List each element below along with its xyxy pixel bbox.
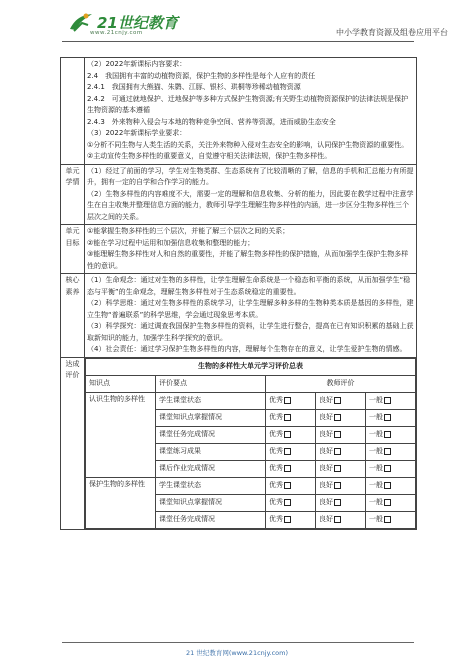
evaluation-point: 学生课堂状态 xyxy=(156,392,266,409)
rating-label: 良好 xyxy=(319,396,333,404)
knowledge-point: 认识生物的多样性 xyxy=(86,392,156,477)
evaluation-point: 课堂任务完成情况 xyxy=(156,511,266,528)
core-literacy-cell xyxy=(85,274,417,358)
rating-good-option[interactable] xyxy=(316,511,366,528)
rating-good-option[interactable] xyxy=(316,494,366,511)
rating-label: 一般 xyxy=(369,498,383,506)
evaluation-table xyxy=(85,358,416,529)
rating-label: 优秀 xyxy=(269,396,283,404)
checkbox-icon[interactable] xyxy=(284,431,291,438)
rating-average-option[interactable] xyxy=(366,494,416,511)
footer-text[interactable]: 21 世纪教育网(www.21cnjy.com) xyxy=(186,649,288,657)
rating-label: 优秀 xyxy=(269,498,283,506)
rating-good-option[interactable] xyxy=(316,409,366,426)
content-line: （2）2022年新课标内容要求： xyxy=(87,60,187,68)
rating-label: 优秀 xyxy=(269,515,283,523)
unit-goal-item: ①能掌握生物多样性的三个层次，并能了解三个层次之间的关系； xyxy=(87,227,290,235)
unit-goal-item: ③能理解生物多样性对人和自然的重要性，并能了解生物多样性的保护措施，从而加强学生保护生物多样性的意识。 xyxy=(87,250,409,270)
content-line: 2.4.3 外来物种入侵会与本地的物种竞争空间、营养等资源，进而威胁生态安全 xyxy=(87,117,336,126)
rating-label: 良好 xyxy=(319,481,333,489)
checkbox-icon[interactable] xyxy=(334,516,341,523)
rating-label: 良好 xyxy=(319,464,333,472)
checkbox-icon[interactable] xyxy=(334,499,341,506)
content-requirements-cell xyxy=(85,58,417,165)
content-line: （3）2022年新课标学业要求： xyxy=(87,129,187,137)
content-line: ②主动宣传生物多样性的重要意义，自觉遵守相关法律法规，保护生物多样性。 xyxy=(87,152,332,160)
rating-label: 良好 xyxy=(319,413,333,421)
learning-situation-paragraph: （1）经过了前面的学习，学生对生物类群、生态系统有了比较清晰的了解，信息的手机和汇总能力有所提升，拥有一定的自学和合作学习的能力。 xyxy=(87,166,414,186)
evaluation-point: 课堂任务完成情况 xyxy=(156,426,266,443)
learning-situation-cell xyxy=(85,164,417,225)
rating-label: 一般 xyxy=(369,481,383,489)
evaluation-cell xyxy=(85,357,417,529)
checkbox-icon[interactable] xyxy=(384,414,391,421)
rating-average-option[interactable] xyxy=(366,409,416,426)
rating-average-option[interactable] xyxy=(366,511,416,528)
core-literacy-paragraph: （4）社会责任：通过学习保护生物多样性的内容，理解每个生物存在的意义，让学生爱护生物的情感。 xyxy=(87,345,407,353)
content-line: 2.4 我国拥有丰富的动植物资源，保护生物的多样性是每个人应有的责任 xyxy=(87,71,316,80)
rating-label: 良好 xyxy=(319,430,333,438)
checkbox-icon[interactable] xyxy=(284,465,291,472)
header-points: 评价要点 xyxy=(156,375,266,392)
rating-label: 一般 xyxy=(369,413,383,421)
core-literacy-paragraph: （1）生命观念：通过对生物的多样性，让学生理解生命系统是一个稳态和平衡的系统，从而加强学生“稳态与平衡”的生命观念，理解生物多样性对于生态系统稳定的重要性。 xyxy=(87,276,411,296)
checkbox-icon[interactable] xyxy=(384,431,391,438)
checkbox-icon[interactable] xyxy=(284,499,291,506)
checkbox-icon[interactable] xyxy=(384,448,391,455)
rating-label: 优秀 xyxy=(269,430,283,438)
page-header xyxy=(0,0,474,46)
learning-situation-paragraph: （2）生物多样性的内容难度不大，需要一定的理解和信息收集、分析的能力，因此要在教学过程中注意学生在自主收集并整理信息方面的能力，教师引导学生理解生物多样性的内涵，进一步区分生物多样性三个层次之间的关系。 xyxy=(87,189,414,221)
rating-label: 优秀 xyxy=(269,447,283,455)
rating-good-option[interactable] xyxy=(316,426,366,443)
rating-good-option[interactable] xyxy=(316,392,366,409)
rating-excellent-option[interactable] xyxy=(266,409,316,426)
rating-label: 一般 xyxy=(369,396,383,404)
rating-label: 一般 xyxy=(369,447,383,455)
learning-situation-label: 单元学情 xyxy=(61,164,85,225)
lesson-plan-table xyxy=(60,57,417,530)
checkbox-icon[interactable] xyxy=(284,448,291,455)
checkbox-icon[interactable] xyxy=(284,414,291,421)
evaluation-point: 课堂练习成果 xyxy=(156,443,266,460)
rating-label: 良好 xyxy=(319,447,333,455)
rating-good-option[interactable] xyxy=(316,477,366,494)
logo-text: 21世纪教育 xyxy=(97,13,178,32)
rating-excellent-option[interactable] xyxy=(266,392,316,409)
checkbox-icon[interactable] xyxy=(384,516,391,523)
knowledge-point: 保护生物的多样性 xyxy=(86,477,156,528)
checkbox-icon[interactable] xyxy=(284,482,291,489)
rating-average-option[interactable] xyxy=(366,477,416,494)
checkbox-icon[interactable] xyxy=(334,465,341,472)
rating-excellent-option[interactable] xyxy=(266,494,316,511)
rating-excellent-option[interactable] xyxy=(266,511,316,528)
evaluation-point: 学生课堂状态 xyxy=(156,477,266,494)
rating-excellent-option[interactable] xyxy=(266,443,316,460)
rating-average-option[interactable] xyxy=(366,443,416,460)
evaluation-row xyxy=(86,392,416,409)
core-literacy-paragraph: （2）科学思维：通过对生物多样性的系统学习，让学生理解多种多样的生物种类本质是基因的多样性，建立生物“普遍联系”的科学思维，学会通过现象思考本质。 xyxy=(87,299,414,319)
header-knowledge: 知识点 xyxy=(86,375,156,392)
rating-good-option[interactable] xyxy=(316,460,366,477)
rating-label: 优秀 xyxy=(269,464,283,472)
rating-label: 一般 xyxy=(369,430,383,438)
rating-excellent-option[interactable] xyxy=(266,426,316,443)
checkbox-icon[interactable] xyxy=(384,482,391,489)
checkbox-icon[interactable] xyxy=(284,397,291,404)
rating-label: 优秀 xyxy=(269,413,283,421)
unit-goals-label: 单元目标 xyxy=(61,225,85,274)
core-literacy-paragraph: （3）科学探究：通过调查我国保护生物多样性的资料，让学生进行整合，提高在已有知识积累的基础上获取新知识的能力，加强学生科学探究的意识。 xyxy=(87,322,414,342)
rating-label: 一般 xyxy=(369,464,383,472)
content-line: 2.4.2 可通过就地保护、迁地保护等多种方式保护生物资源;有关野生动植物资源保护的法律法规是保护生物资源的基本遵循 xyxy=(87,94,409,114)
evaluation-point: 课堂知识点掌握情况 xyxy=(156,409,266,426)
evaluation-point: 课后作业完成情况 xyxy=(156,460,266,477)
evaluation-point: 课堂知识点掌握情况 xyxy=(156,494,266,511)
evaluation-row xyxy=(86,477,416,494)
checkbox-icon[interactable] xyxy=(284,516,291,523)
unit-goal-item: ②能在学习过程中运用和加强信息收集和整理的能力； xyxy=(87,238,255,247)
checkbox-icon[interactable] xyxy=(384,397,391,404)
checkbox-icon[interactable] xyxy=(334,431,341,438)
rating-label: 一般 xyxy=(369,515,383,523)
rating-label: 优秀 xyxy=(269,481,283,489)
rating-average-option[interactable] xyxy=(366,392,416,409)
rating-good-option[interactable] xyxy=(316,443,366,460)
checkbox-icon[interactable] xyxy=(384,465,391,472)
content-label-cell xyxy=(61,58,85,165)
rating-label: 良好 xyxy=(319,498,333,506)
content-line: ①分析不同生物与人类生活的关系，关注外来物种入侵对生态安全的影响，认同保护生物资源的重要性。 xyxy=(87,140,409,149)
header-divider xyxy=(62,41,414,42)
rating-average-option[interactable] xyxy=(366,460,416,477)
evaluation-title: 生物的多样性大单元学习评价总表 xyxy=(86,358,416,375)
content-line: 2.4.1 我国拥有大熊猫、朱鹮、江豚、银杉、珙桐等珍稀动植物资源 xyxy=(87,83,301,91)
core-literacy-label: 核心素养 xyxy=(61,274,85,358)
checkbox-icon[interactable] xyxy=(334,397,341,404)
checkbox-icon[interactable] xyxy=(334,448,341,455)
rating-excellent-option[interactable] xyxy=(266,460,316,477)
checkbox-icon[interactable] xyxy=(384,499,391,506)
unit-goals-cell xyxy=(85,225,417,274)
checkbox-icon[interactable] xyxy=(334,482,341,489)
rating-average-option[interactable] xyxy=(366,426,416,443)
rating-excellent-option[interactable] xyxy=(266,477,316,494)
logo-url[interactable]: www.21cnjy.com xyxy=(90,30,143,36)
header-teacher: 教师评价 xyxy=(266,375,416,392)
rating-label: 良好 xyxy=(319,515,333,523)
checkbox-icon[interactable] xyxy=(334,414,341,421)
evaluation-label: 达成评价 xyxy=(61,357,85,529)
header-platform-text: 中小学教育资源及组卷应用平台 xyxy=(336,28,448,37)
footer-divider xyxy=(62,642,414,643)
